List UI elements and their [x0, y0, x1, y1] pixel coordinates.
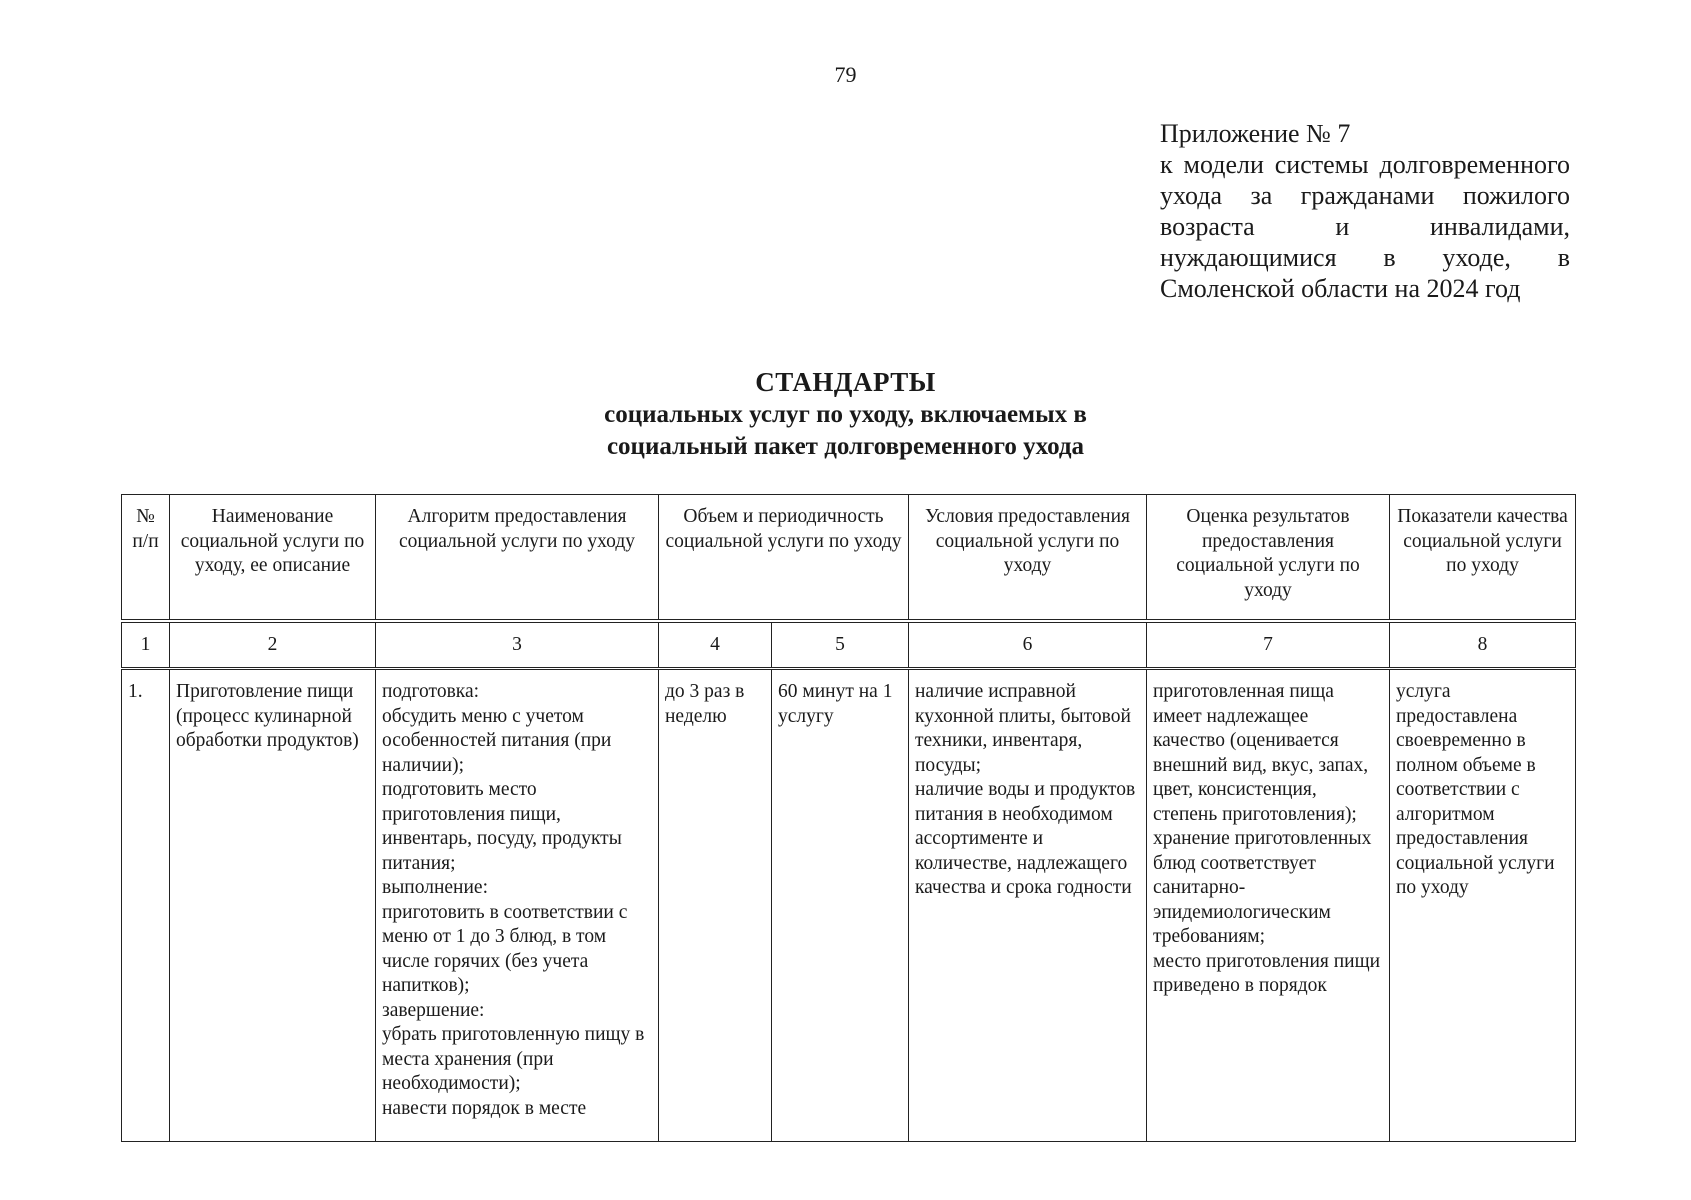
cell-algorithm: подготовка: обсудить меню с учетом особенностей питания (при наличии); подготовить место приготовления пищи, инвентарь, посуду, продукты питания; выполнение: приготовить в соответствии с меню от 1 до 3 блюд, в том числе горячих (без учета напитков); завершение: убрать приготовленную пищу в места хранения (при необходимости); навести порядок в месте — [376, 669, 659, 1142]
appendix-note — [1160, 118, 1570, 304]
title-main: СТАНДАРТЫ — [755, 367, 936, 397]
cell-service-name: Приготовление пищи (процесс кулинарной обработки продуктов) — [170, 669, 376, 1142]
column-number: 5 — [772, 621, 909, 669]
appendix-title: Приложение № 7 — [1160, 119, 1351, 148]
column-number: 1 — [122, 621, 170, 669]
standards-table — [121, 494, 1576, 1142]
header-service-name: Наименование социальной услуги по уходу, ее описание — [170, 495, 376, 622]
title-subtitle-line-2: социальный пакет долговременного ухода — [606, 433, 1085, 460]
cell-period: 60 минут на 1 услугу — [772, 669, 909, 1142]
header-conditions: Условия предоставления социальной услуги по уходу — [909, 495, 1147, 622]
column-number: 8 — [1390, 621, 1576, 669]
column-number: 4 — [659, 621, 772, 669]
table-header-row — [122, 495, 1576, 622]
cell-no: 1. — [122, 669, 170, 1142]
document-title — [0, 365, 1691, 463]
page-number: 79 — [834, 62, 857, 87]
column-number: 7 — [1147, 621, 1390, 669]
column-number-row — [122, 621, 1576, 669]
header-no: № п/п — [122, 495, 170, 622]
header-algorithm: Алгоритм предоставления социальной услуги по уходу — [376, 495, 659, 622]
cell-evaluation: приготовленная пища имеет надлежащее качество (оценивается внешний вид, вкус, запах, цвет, консистенция, степень приготовления); хранение приготовленных блюд соответствует санитарно-эпидемиологическим требованиям; место приготовления пищи приведено в порядок — [1147, 669, 1390, 1142]
cell-quality: услуга предоставлена своевременно в полном объеме в соответствии с алгоритмом предоставления социальной услуги по уходу — [1390, 669, 1576, 1142]
cell-conditions: наличие исправной кухонной плиты, бытовой техники, инвентаря, посуды; наличие воды и продуктов питания в необходимом ассортименте и количестве, надлежащего качества и срока годности — [909, 669, 1147, 1142]
appendix-body: к модели системы долговременного ухода за гражданами пожилого возраста и инвалидами, нуждающимися в уходе, в Смоленской области на 2024 год — [1160, 150, 1570, 303]
title-subtitle-line-1: социальных услуг по уходу, включаемых в — [604, 401, 1087, 428]
column-number: 2 — [170, 621, 376, 669]
header-volume-periodicity: Объем и периодичность социальной услуги по уходу — [659, 495, 909, 622]
column-number: 3 — [376, 621, 659, 669]
cell-volume: до 3 раз в неделю — [659, 669, 772, 1142]
column-number: 6 — [909, 621, 1147, 669]
table-row — [122, 669, 1576, 1142]
header-evaluation: Оценка результатов предоставления социальной услуги по уходу — [1147, 495, 1390, 622]
header-quality: Показатели качества социальной услуги по уходу — [1390, 495, 1576, 622]
